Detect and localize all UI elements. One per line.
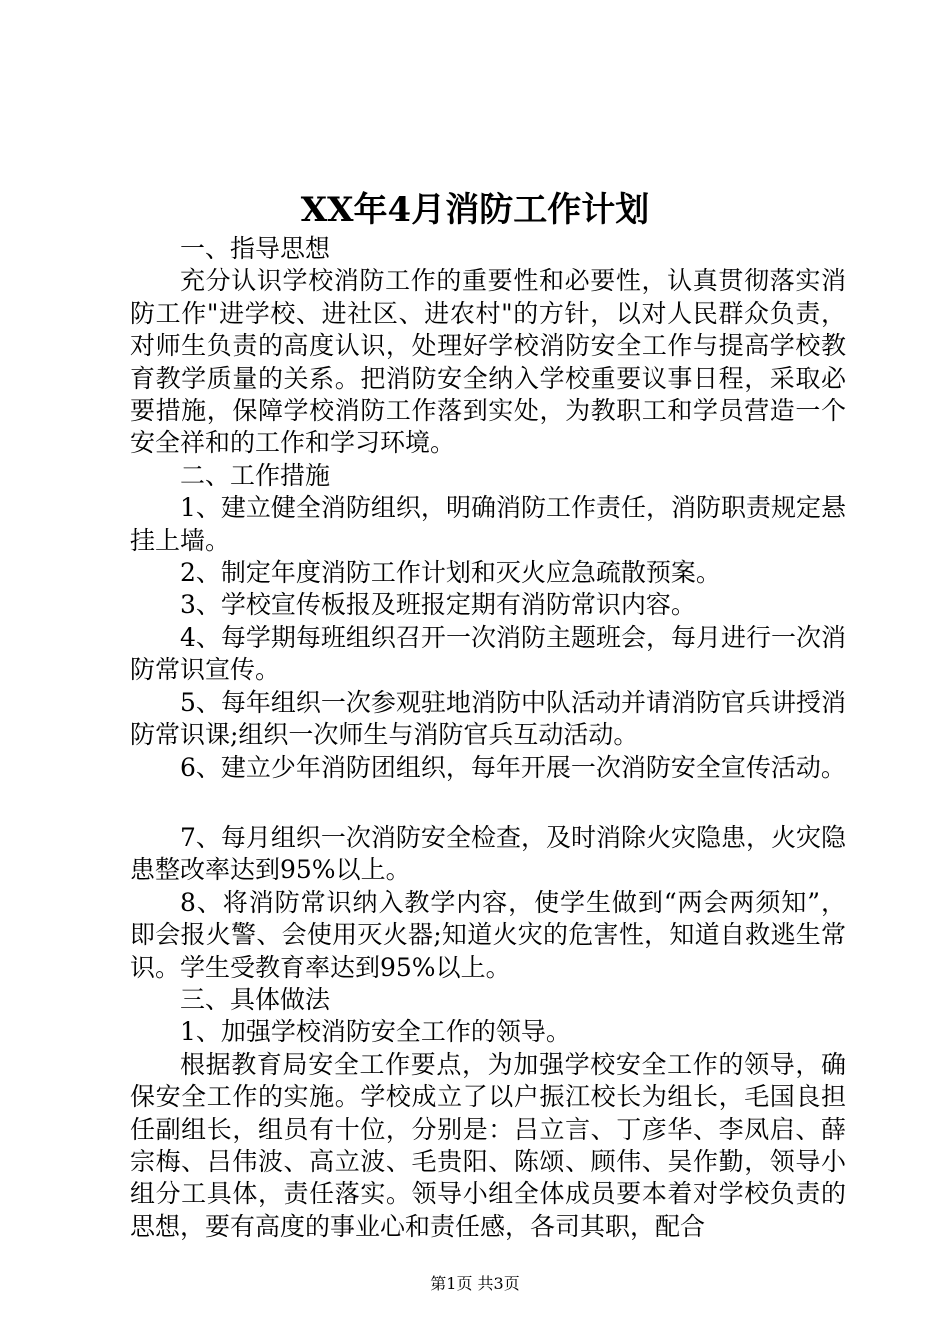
- measure-item-5: 5、每年组织一次参观驻地消防中队活动并请消防官兵讲授消防常识课;组织一次师生与消防官兵互动活动。: [130, 687, 846, 750]
- practice-item-1: 1、加强学校消防安全工作的领导。: [180, 1017, 571, 1047]
- paragraph-leadership-group: 根据教育局安全工作要点，为加强学校安全工作的领导，确保安全工作的实施。学校成立了以户振江校长为组长，毛国良担任副组长，组员有十位，分别是：吕立言、丁彦华、李凤启、薛宗梅、吕伟波、高立波、毛贵阳、陈颂、顾伟、吴作勤，领导小组分工具体，责任落实。领导小组全体成员要本着对学校负责的思想，要有高度的事业心和责任感，各司其职，配合: [130, 1049, 846, 1241]
- section-heading-specific-practices: 三、具体做法: [180, 984, 331, 1014]
- measure-item-8: 8、将消防常识纳入教学内容，使学生做到“两会两须知”，即会报火警、会使用灭火器;知道火灾的危害性，知道自救逃生常识。学生受教育率达到95%以上。: [130, 887, 846, 982]
- section-heading-guiding-ideology: 一、指导思想: [180, 234, 331, 263]
- measure-item-2: 2、制定年度消防工作计划和灭火应急疏散预案。: [180, 558, 721, 588]
- section-heading-work-measures: 二、工作措施: [180, 460, 331, 490]
- measure-item-1: 1、建立健全消防组织，明确消防工作责任，消防职责规定悬挂上墙。: [130, 493, 846, 555]
- measure-item-4: 4、每学期每班组织召开一次消防主题班会，每月进行一次消防常识宣传。: [130, 622, 846, 685]
- document-body: [130, 233, 846, 1243]
- document-title: XX年4月消防工作计划: [300, 190, 650, 230]
- measure-item-7: 7、每月组织一次消防安全检查，及时消除火灾隐患，火灾隐患整改率达到95%以上。: [130, 822, 846, 885]
- paragraph-guiding-ideology: 充分认识学校消防工作的重要性和必要性，认真贯彻落实消防工作"进学校、进社区、进农村"的方针，以对人民群众负责，对师生负责的高度认识，处理好学校消防安全工作与提高学校教育教学质量的关系。把消防安全纳入学校重要议事日程，采取必要措施，保障学校消防工作落到实处，为教职工和学员营造一个安全祥和的工作和学习环境。: [130, 266, 846, 458]
- paragraph-gap: [130, 784, 846, 822]
- measure-item-6: 6、建立少年消防团组织，每年开展一次消防安全宣传活动。: [180, 752, 846, 782]
- page-number-footer: 第1页 共3页: [430, 1274, 520, 1293]
- measure-item-3: 3、学校宣传板报及班报定期有消防常识内容。: [180, 590, 696, 620]
